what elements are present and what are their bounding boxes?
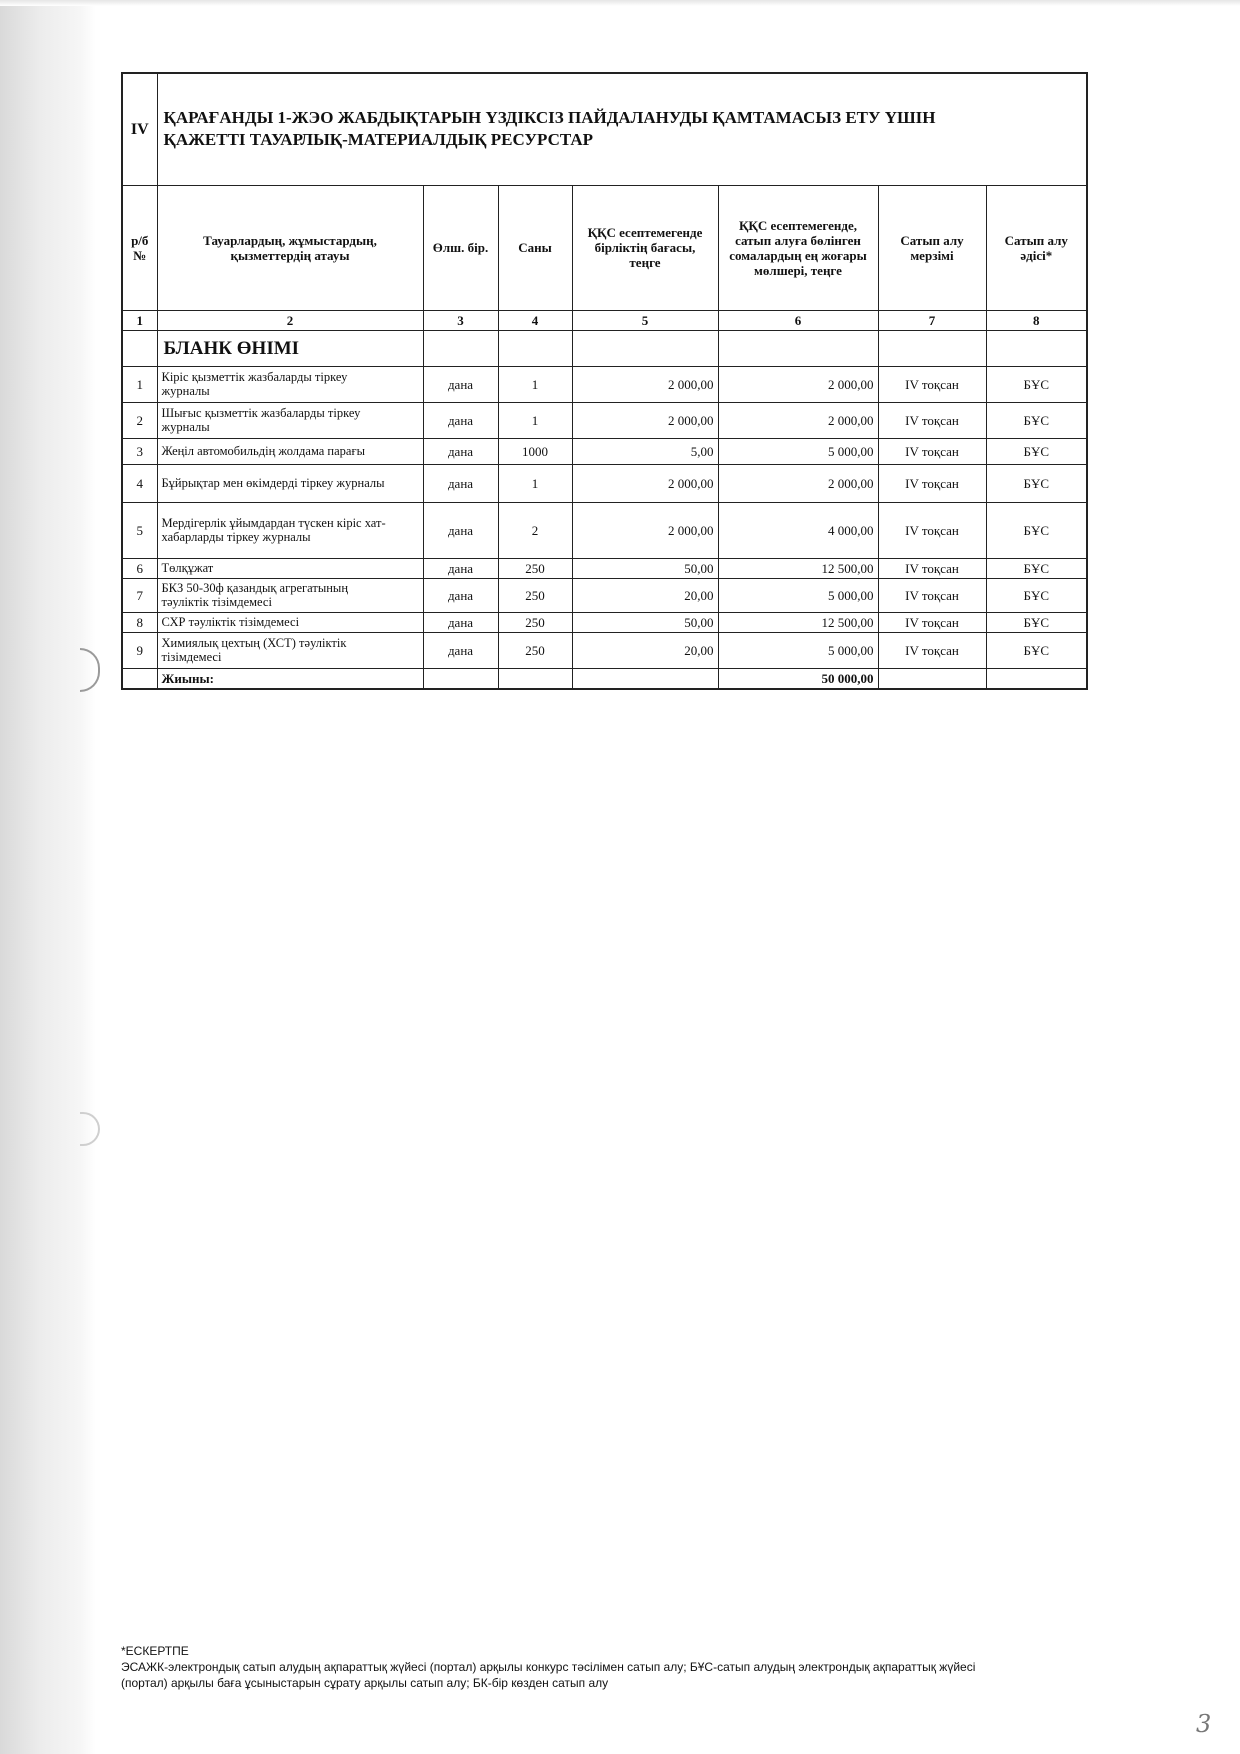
item-qty: 1 (498, 402, 572, 438)
column-number: 8 (986, 310, 1087, 330)
scan-top-edge (0, 0, 1240, 6)
section-number: IV (122, 73, 157, 185)
item-unit: дана (423, 632, 498, 668)
header-total-line4: мөлшері, теңге (754, 262, 842, 278)
item-name-line1: СХР тәуліктік тізімдемесі (161, 615, 300, 629)
item-period: IV тоқсан (878, 558, 986, 578)
header-name-line1: Тауарлардың, жұмыстардың, (203, 232, 377, 248)
item-name-line2: тәуліктік тізімдемесі (161, 595, 272, 609)
footnote (121, 1643, 1131, 1691)
item-price: 50,00 (572, 612, 718, 632)
table-row (122, 464, 1087, 502)
item-name (157, 632, 423, 668)
item-unit: дана (423, 402, 498, 438)
header-num (122, 185, 157, 310)
item-period: IV тоқсан (878, 402, 986, 438)
item-price: 2 000,00 (572, 464, 718, 502)
item-unit: дана (423, 464, 498, 502)
header-qty: Саны (498, 185, 572, 310)
page-number: 3 (1196, 1710, 1212, 1738)
item-qty: 250 (498, 612, 572, 632)
column-number: 7 (878, 310, 986, 330)
header-price-line1: ҚҚС есептемегенде (587, 225, 703, 240)
header-num-line2: № (133, 247, 147, 263)
total-value: 50 000,00 (718, 668, 878, 689)
item-price: 2 000,00 (572, 366, 718, 402)
item-price: 2 000,00 (572, 402, 718, 438)
item-name-line1: БКЗ 50-30ф қазандық агрегатының (161, 581, 349, 595)
header-period (878, 185, 986, 310)
item-name (157, 402, 423, 438)
footnote-line1: ЭСАЖК-электрондық сатып алудың ақпараттық жүйесі (портал) арқылы конкурс тәсілімен сатып алу; БҰС-сатып алудың электрондық ақпараттық жүйесі (121, 1660, 976, 1674)
item-unit: дана (423, 438, 498, 464)
item-qty: 1000 (498, 438, 572, 464)
column-number-row (122, 310, 1087, 330)
header-total-line3: сомалардың ең жоғары (729, 247, 867, 263)
row-number: 3 (122, 438, 157, 464)
header-name-line2: қызметтердің атауы (230, 247, 350, 263)
footnote-line2: (портал) арқылы баға ұсыныстарын сұрату арқылы сатып алу; БК-бір көзден сатып алу (121, 1676, 609, 1690)
column-number: 1 (122, 310, 157, 330)
item-qty: 2 (498, 502, 572, 558)
item-name-line1: Химиялық цехтың (ХСТ) тәуліктік (161, 636, 347, 650)
item-method: БҰС (986, 402, 1087, 438)
row-number: 7 (122, 578, 157, 612)
item-name-line2: хабарларды тіркеу журналы (161, 530, 311, 544)
column-number: 6 (718, 310, 878, 330)
item-name (157, 464, 423, 502)
item-period: IV тоқсан (878, 502, 986, 558)
total-label: Жиыны: (157, 668, 423, 689)
item-total: 4 000,00 (718, 502, 878, 558)
section-title-line1: ҚАРАҒАНДЫ 1-ЖЭО ЖАБДЫҚТАРЫН ҮЗДІКСІЗ ПАЙДАЛАНУДЫ ҚАМТАМАСЫЗ ЕТУ ҮШІН (163, 108, 936, 128)
item-method: БҰС (986, 366, 1087, 402)
item-method: БҰС (986, 612, 1087, 632)
item-name-line1: Шығыс қызметтік жазбаларды тіркеу (161, 406, 361, 420)
item-total: 12 500,00 (718, 558, 878, 578)
item-price: 2 000,00 (572, 502, 718, 558)
item-total: 2 000,00 (718, 464, 878, 502)
column-number: 3 (423, 310, 498, 330)
total-row (122, 668, 1087, 689)
row-number: 6 (122, 558, 157, 578)
item-period: IV тоқсан (878, 366, 986, 402)
section-header-row (122, 73, 1087, 185)
item-method: БҰС (986, 502, 1087, 558)
item-unit: дана (423, 578, 498, 612)
item-method: БҰС (986, 578, 1087, 612)
item-unit: дана (423, 502, 498, 558)
row-number: 2 (122, 402, 157, 438)
item-total: 5 000,00 (718, 632, 878, 668)
header-total-line1: ҚҚС есептемегенде, (739, 217, 857, 233)
table-row (122, 366, 1087, 402)
item-method: БҰС (986, 464, 1087, 502)
item-name-line2: тізімдемесі (161, 650, 222, 664)
header-method-line1: Сатып алу (1004, 232, 1068, 248)
row-number: 8 (122, 612, 157, 632)
item-name-line1: Төлқұжат (161, 561, 214, 575)
item-qty: 250 (498, 558, 572, 578)
punch-hole-top (80, 648, 100, 692)
item-name (157, 578, 423, 612)
table-row (122, 502, 1087, 558)
table-row (122, 402, 1087, 438)
item-period: IV тоқсан (878, 438, 986, 464)
item-name (157, 612, 423, 632)
item-period: IV тоқсан (878, 464, 986, 502)
item-qty: 250 (498, 632, 572, 668)
item-name-line1: Мердігерлік ұйымдардан түскен кіріс хат- (161, 516, 386, 530)
column-number: 2 (157, 310, 423, 330)
item-unit: дана (423, 558, 498, 578)
header-price (572, 185, 718, 310)
table-row (122, 612, 1087, 632)
row-number: 4 (122, 464, 157, 502)
scan-shadow-edge (0, 0, 96, 1754)
item-name (157, 438, 423, 464)
item-unit: дана (423, 366, 498, 402)
column-header-row (122, 185, 1087, 310)
table-row (122, 578, 1087, 612)
header-period-line2: мерзімі (910, 247, 954, 263)
header-method-line2: әдісі* (1020, 247, 1053, 263)
item-method: БҰС (986, 558, 1087, 578)
item-period: IV тоқсан (878, 578, 986, 612)
table-row (122, 558, 1087, 578)
item-method: БҰС (986, 438, 1087, 464)
punch-hole-bottom (80, 1112, 100, 1146)
item-total: 2 000,00 (718, 366, 878, 402)
item-qty: 1 (498, 464, 572, 502)
item-name-line1: Кіріс қызметтік жазбаларды тіркеу (161, 370, 348, 384)
item-price: 50,00 (572, 558, 718, 578)
header-price-line3: теңге (629, 255, 661, 270)
item-name-line1: Бұйрықтар мен өкімдерді тіркеу журналы (161, 476, 385, 490)
item-price: 20,00 (572, 578, 718, 612)
header-total-line2: сатып алуға бөлінген (735, 232, 861, 248)
item-price: 20,00 (572, 632, 718, 668)
item-period: IV тоқсан (878, 632, 986, 668)
item-name (157, 558, 423, 578)
header-price-line2: бірліктің бағасы, (594, 240, 696, 255)
item-total: 2 000,00 (718, 402, 878, 438)
section-title (157, 73, 1087, 185)
group-title-row (122, 330, 1087, 366)
section-title-line2: ҚАЖЕТТІ ТАУАРЛЫҚ-МАТЕРИАЛДЫҚ РЕСУРСТАР (163, 130, 594, 150)
footnote-title: *ЕСКЕРТПЕ (121, 1644, 189, 1658)
table-row (122, 438, 1087, 464)
item-total: 5 000,00 (718, 578, 878, 612)
item-qty: 250 (498, 578, 572, 612)
table-row (122, 632, 1087, 668)
item-total: 5 000,00 (718, 438, 878, 464)
header-num-line1: р/б (131, 232, 149, 248)
item-period: IV тоқсан (878, 612, 986, 632)
row-number: 5 (122, 502, 157, 558)
header-name (157, 185, 423, 310)
header-total (718, 185, 878, 310)
column-number: 5 (572, 310, 718, 330)
item-qty: 1 (498, 366, 572, 402)
item-name (157, 502, 423, 558)
item-unit: дана (423, 612, 498, 632)
item-name-line2: журналы (161, 420, 210, 434)
item-name (157, 366, 423, 402)
item-total: 12 500,00 (718, 612, 878, 632)
header-unit: Өлш. бір. (423, 185, 498, 310)
item-method: БҰС (986, 632, 1087, 668)
resources-table (121, 72, 1088, 690)
item-name-line2: журналы (161, 384, 210, 398)
group-title: БЛАНК ӨНІМІ (157, 330, 423, 366)
header-period-line1: Сатып алу (900, 232, 964, 248)
row-number: 1 (122, 366, 157, 402)
row-number: 9 (122, 632, 157, 668)
item-price: 5,00 (572, 438, 718, 464)
header-method (986, 185, 1087, 310)
column-number: 4 (498, 310, 572, 330)
item-name-line1: Жеңіл автомобильдің жолдама парағы (161, 444, 365, 458)
